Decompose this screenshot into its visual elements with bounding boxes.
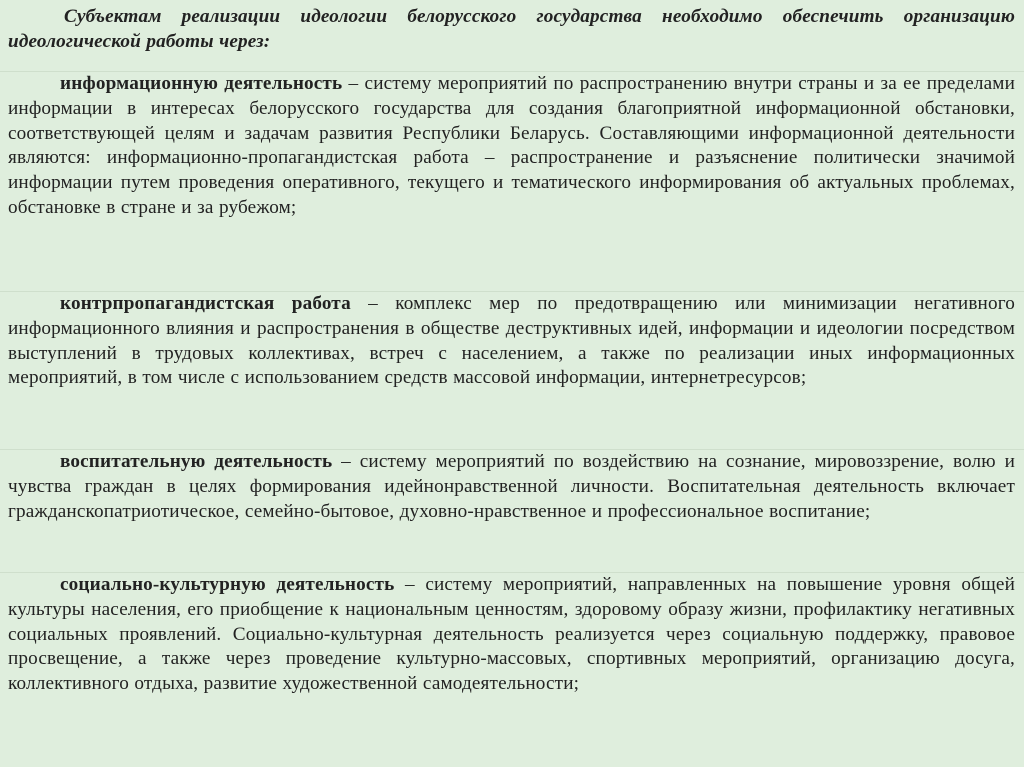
item-block-sociocultural [0,572,1024,697]
item-text: – систему мероприятий по распространению внутри страны и за ее пределами информации в интересах белорусского государства для создания благоприятной информационной обстановки, соответствующей целям и задачам развития Республики Беларусь. Составляющими информационной деятельности являются: информационно-пропагандистская работа – распространение и разъяснение политически значимой информации путем проведения оперативного, текущего и тематического информирования об актуальных проблемах, обстановке в стране и за рубежом; [8,73,1015,218]
item-block-educational [0,449,1024,524]
item-term: информационную деятельность [60,73,343,94]
item-text: – систему мероприятий по воздействию на сознание, мировоззрение, волю и чувства граждан в целях формирования идейнонравственной личности. Воспитательная деятельность включает гражданскопатриотическое, семейно-бытовое, духовно-нравственное и профессиональное воспитание; [8,451,1015,522]
item-text: – систему мероприятий, направленных на повышение уровня общей культуры населения, его приобщение к национальным ценностям, здоровому образу жизни, профилактику негативных социальных проявлений. Социально-культурная деятельность реализуется через социальную поддержку, правовое просвещение, а также через проведение культурно-массовых, спортивных мероприятий, организацию досуга, коллективного отдыха, развитие художественной самодеятельности; [8,574,1016,695]
item-paragraph [8,72,1015,221]
intro-text: Субъектам реализации идеологии белорусского государства необходимо обеспечить организацию идеологической работы через: [8,6,1015,52]
item-block-information [0,71,1024,221]
item-paragraph [8,573,1015,697]
intro-paragraph [8,4,1015,54]
item-text: – комплекс мер по предотвращению или минимизации негативного информационного влияния и распространения в обществе деструктивных идей, информации и идеологии посредством выступлений в трудовых коллективах, встреч с населением, а также по реализации иных информационных мероприятий, в том числе с использованием средств массовой информации, интернетресурсов; [8,293,1015,389]
intro-block [0,4,1024,54]
item-paragraph [8,450,1015,524]
item-paragraph [8,292,1015,391]
item-term: социально-культурную деятельность [60,574,395,595]
item-term: контрпропагандистская работа [60,293,351,314]
item-term: воспитательную деятельность [60,451,333,472]
item-block-counterpropaganda [0,291,1024,391]
